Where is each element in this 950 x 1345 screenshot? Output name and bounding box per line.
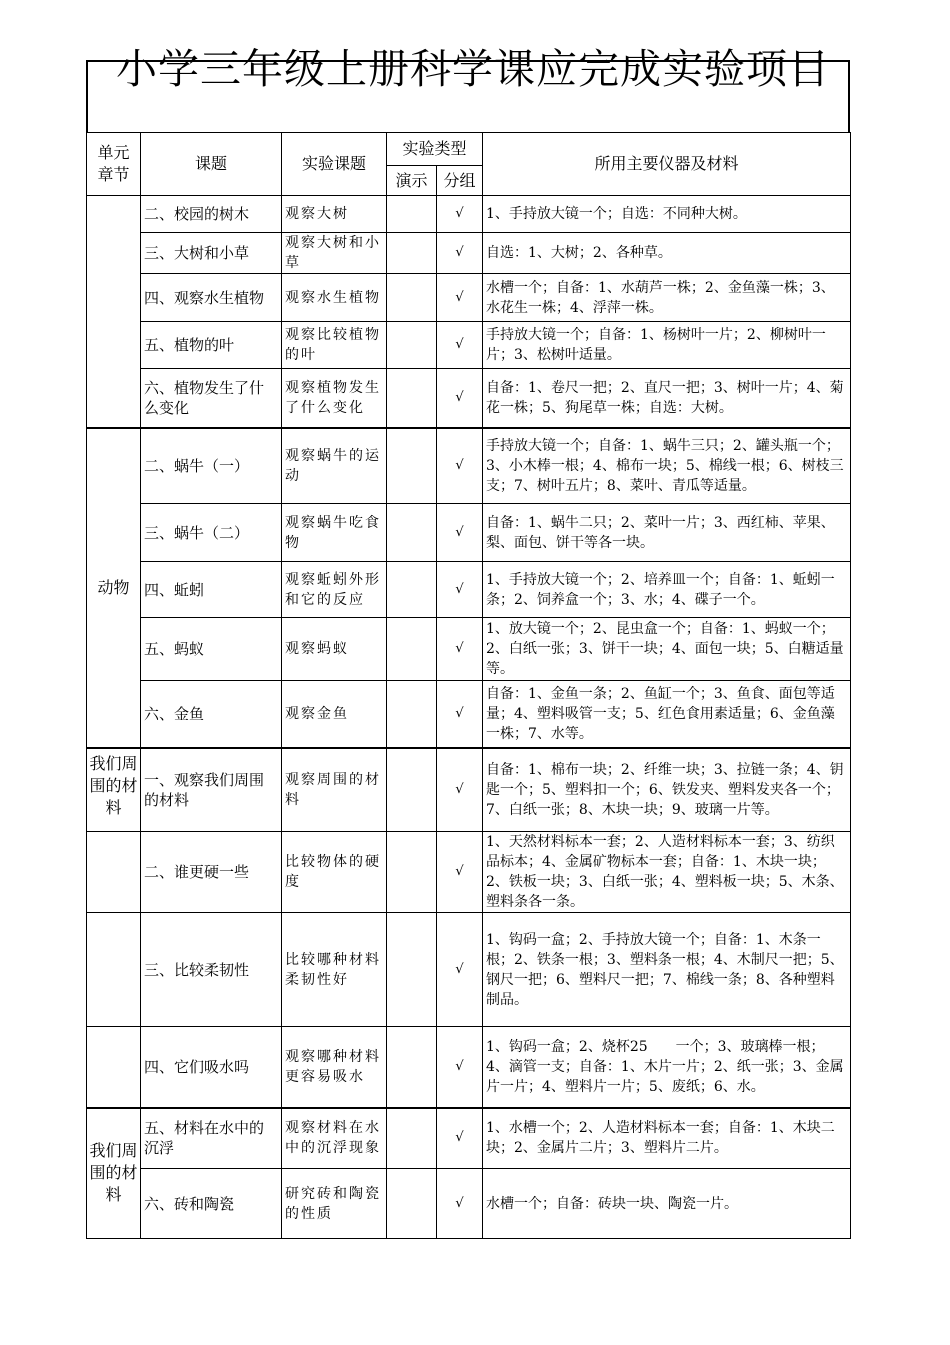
materials-cell: 手持放大镜一个；自备：1、蜗牛三只；2、罐头瓶一个；3、小木棒一根；4、棉布一块；5、棉线一根；6、树枝三支；7、树叶五片；8、菜叶、青瓜等适量。	[483, 428, 851, 504]
materials-cell: 自备：1、棉布一块；2、纤维一块；3、拉链一条；4、钥匙一个；5、塑料扣一个；6、铁发夹、塑料发夹各一个；7、白纸一张；8、木块一块；9、玻璃一片等。	[483, 748, 851, 832]
group-check: √	[437, 681, 483, 748]
table-row	[87, 913, 851, 1027]
header-type: 实验类型	[387, 133, 483, 166]
group-check: √	[437, 1108, 483, 1169]
course-cell: 五、材料在水中的沉浮	[141, 1108, 282, 1169]
header-group: 分组	[437, 166, 483, 196]
demo-cell	[387, 233, 437, 274]
experiment-cell: 比较物体的硬度	[282, 832, 387, 913]
experiment-cell: 观察比较植物的叶	[282, 322, 387, 369]
table-row	[87, 1108, 851, 1169]
demo-cell	[387, 681, 437, 748]
table-row	[87, 428, 851, 504]
materials-cell: 1、手持放大镜一个；自选：不同种大树。	[483, 196, 851, 233]
table-row	[87, 196, 851, 233]
unit-cell-empty	[87, 832, 141, 913]
experiment-cell: 观察植物发生了什么变化	[282, 369, 387, 428]
demo-cell	[387, 748, 437, 832]
group-check: √	[437, 196, 483, 233]
header-course: 课题	[141, 133, 282, 196]
header-unit: 单元章节	[87, 133, 141, 196]
course-cell: 四、蚯蚓	[141, 562, 282, 618]
course-cell: 三、大树和小草	[141, 233, 282, 274]
group-check: √	[437, 274, 483, 322]
table-row	[87, 504, 851, 562]
demo-cell	[387, 618, 437, 681]
page-title: 小学三年级上册科学课应完成实验项目	[116, 45, 830, 93]
experiment-cell: 观察周围的材料	[282, 748, 387, 832]
demo-cell	[387, 1027, 437, 1108]
materials-cell: 自选：1、大树；2、各种草。	[483, 233, 851, 274]
unit-cell-plants	[87, 196, 141, 428]
course-cell: 二、谁更硬一些	[141, 832, 282, 913]
header-demo: 演示	[387, 166, 437, 196]
unit-cell-materials-b: 我们周围的材料	[87, 1108, 141, 1239]
course-cell: 三、比较柔韧性	[141, 913, 282, 1027]
table-row	[87, 1027, 851, 1108]
unit-cell-empty	[87, 1027, 141, 1108]
demo-cell	[387, 832, 437, 913]
group-check: √	[437, 832, 483, 913]
demo-cell	[387, 1169, 437, 1239]
materials-cell: 1、放大镜一个；2、昆虫盒一个；自备：1、蚂蚁一个；2、白纸一张；3、饼干一块；4、面包一块；5、白糖适量等。	[483, 618, 851, 681]
experiment-cell: 观察蚂蚁	[282, 618, 387, 681]
group-check: √	[437, 1169, 483, 1239]
materials-cell: 手持放大镜一个；自备：1、杨树叶一片；2、柳树叶一片；3、松树叶适量。	[483, 322, 851, 369]
group-check: √	[437, 913, 483, 1027]
table-row	[87, 681, 851, 748]
materials-cell: 1、天然材料标本一套；2、人造材料标本一套；3、纺织品标本；4、金属矿物标本一套；自备：1、木块一块；2、铁板一块；3、白纸一张；4、塑料板一块；5、木条、塑料条各一条。	[483, 832, 851, 913]
course-cell: 二、蜗牛（一）	[141, 428, 282, 504]
experiment-cell: 观察大树和小草	[282, 233, 387, 274]
group-check: √	[437, 562, 483, 618]
experiment-table	[86, 132, 851, 1239]
group-check: √	[437, 369, 483, 428]
course-cell: 四、观察水生植物	[141, 274, 282, 322]
group-check: √	[437, 428, 483, 504]
course-cell: 三、蜗牛（二）	[141, 504, 282, 562]
table-row	[87, 322, 851, 369]
demo-cell	[387, 1108, 437, 1169]
title-box	[86, 45, 850, 132]
experiment-cell: 观察蚯蚓外形和它的反应	[282, 562, 387, 618]
header-row	[87, 133, 851, 166]
course-cell: 五、植物的叶	[141, 322, 282, 369]
group-check: √	[437, 1027, 483, 1108]
group-check: √	[437, 322, 483, 369]
experiment-cell: 观察材料在水中的沉浮现象	[282, 1108, 387, 1169]
table-row	[87, 562, 851, 618]
course-cell: 五、蚂蚁	[141, 618, 282, 681]
materials-cell: 自备：1、卷尺一把；2、直尺一把；3、树叶一片；4、菊花一株；5、狗尾草一株；自选：大树。	[483, 369, 851, 428]
unit-cell-empty	[87, 913, 141, 1027]
materials-cell: 1、水槽一个；2、人造材料标本一套；自备：1、木块二块；2、金属片二片；3、塑料片二片。	[483, 1108, 851, 1169]
materials-cell: 1、钩码一盒；2、烧杯25 一个；3、玻璃棒一根；4、滴管一支；自备：1、木片一片；2、纸一张；3、金属片一片；4、塑料片一片；5、废纸；6、水。	[483, 1027, 851, 1108]
group-check: √	[437, 618, 483, 681]
course-cell: 二、校园的树木	[141, 196, 282, 233]
materials-cell: 水槽一个；自备：1、水葫芦一株；2、金鱼藻一株；3、水花生一株；4、浮萍一株。	[483, 274, 851, 322]
table-row	[87, 369, 851, 428]
course-cell: 六、金鱼	[141, 681, 282, 748]
group-check: √	[437, 748, 483, 832]
table-row	[87, 748, 851, 832]
materials-cell: 1、钩码一盒；2、手持放大镜一个；自备：1、木条一根；2、铁条一根；3、塑料条一根；4、木制尺一把；5、钢尺一把；6、塑料尺一把；7、棉线一条；8、各种塑料制品。	[483, 913, 851, 1027]
materials-cell: 水槽一个；自备：砖块一块、陶瓷一片。	[483, 1169, 851, 1239]
experiment-cell: 研究砖和陶瓷的性质	[282, 1169, 387, 1239]
course-cell: 六、植物发生了什么变化	[141, 369, 282, 428]
demo-cell	[387, 274, 437, 322]
table-row	[87, 832, 851, 913]
experiment-cell: 观察哪种材料更容易吸水	[282, 1027, 387, 1108]
group-check: √	[437, 504, 483, 562]
experiment-cell: 观察金鱼	[282, 681, 387, 748]
demo-cell	[387, 322, 437, 369]
course-cell: 六、砖和陶瓷	[141, 1169, 282, 1239]
unit-cell-animals: 动物	[87, 428, 141, 748]
demo-cell	[387, 913, 437, 1027]
demo-cell	[387, 504, 437, 562]
course-cell: 四、它们吸水吗	[141, 1027, 282, 1108]
course-cell: 一、观察我们周围的材料	[141, 748, 282, 832]
experiment-cell: 观察蜗牛的运动	[282, 428, 387, 504]
table-row	[87, 274, 851, 322]
demo-cell	[387, 428, 437, 504]
document-sheet	[86, 45, 850, 1239]
demo-cell	[387, 196, 437, 233]
materials-cell: 1、手持放大镜一个；2、培养皿一个；自备：1、蚯蚓一条；2、饲养盒一个；3、水；4、碟子一个。	[483, 562, 851, 618]
header-experiment: 实验课题	[282, 133, 387, 196]
header-materials: 所用主要仪器及材料	[483, 133, 851, 196]
table-row	[87, 618, 851, 681]
demo-cell	[387, 369, 437, 428]
experiment-cell: 观察水生植物	[282, 274, 387, 322]
table-row	[87, 233, 851, 274]
demo-cell	[387, 562, 437, 618]
table-row	[87, 1169, 851, 1239]
group-check: √	[437, 233, 483, 274]
experiment-cell: 比较哪种材料柔韧性好	[282, 913, 387, 1027]
unit-cell-materials-a: 我们周围的材料	[87, 748, 141, 832]
experiment-cell: 观察蜗牛吃食物	[282, 504, 387, 562]
experiment-cell: 观察大树	[282, 196, 387, 233]
materials-cell: 自备：1、金鱼一条；2、鱼缸一个；3、鱼食、面包等适量；4、塑料吸管一支；5、红色食用素适量；6、金鱼藻一株；7、水等。	[483, 681, 851, 748]
materials-cell: 自备：1、蜗牛二只；2、菜叶一片；3、西红柿、苹果、梨、面包、饼干等各一块。	[483, 504, 851, 562]
